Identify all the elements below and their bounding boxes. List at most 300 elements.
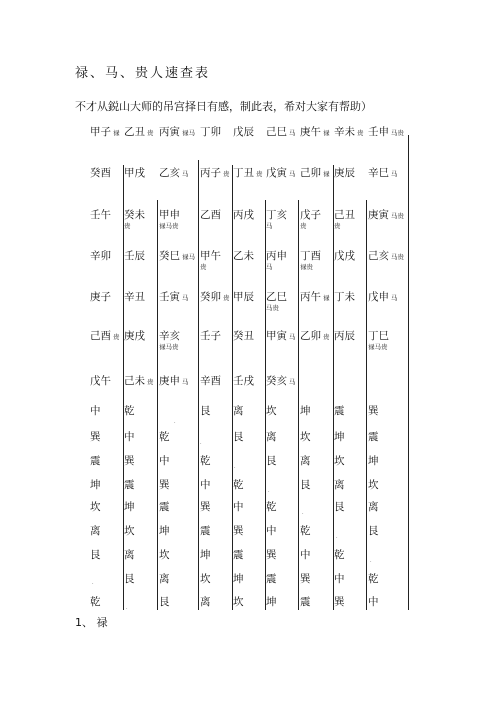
cell-subnote: 贵 — [200, 263, 207, 271]
table-divider — [333, 165, 334, 610]
cell-main-text: 中 — [124, 431, 135, 443]
cell-main-text: 辛酉 — [200, 375, 221, 387]
cell-note: 马 — [289, 332, 296, 341]
ganzhi-cell — [300, 126, 330, 139]
ganzhi-cell — [90, 126, 120, 139]
cell-main-text: 丁卯 — [200, 126, 221, 138]
cell-main-text: 坤 — [124, 501, 135, 513]
cell-main-text: 己巳 — [266, 126, 287, 138]
cell-note: 禄马 — [182, 128, 195, 137]
cell-main-text: 巽 — [124, 455, 135, 467]
cell-main-text: 丁亥 — [266, 209, 287, 221]
cell-main-text: 丁酉 — [300, 250, 321, 262]
cell-main-text: 乾 — [266, 501, 277, 513]
palace-cell — [200, 405, 211, 418]
cell-main-text: 癸亥 — [266, 375, 287, 387]
cell-main-text: 辛亥 — [159, 330, 180, 342]
cell-main-text: 壬辰 — [124, 250, 145, 262]
palace-cell — [368, 405, 379, 418]
table-divider — [298, 200, 299, 610]
cell-main-text: 艮 — [266, 455, 277, 467]
cell-main-text: 癸卯 — [200, 291, 221, 303]
cell-note: 禄 — [323, 169, 330, 178]
ganzhi-cell — [233, 126, 254, 139]
cell-main-text: 乾 — [90, 596, 101, 608]
palace-cell — [159, 479, 170, 492]
palace-cell — [233, 431, 244, 444]
palace-cell — [90, 549, 101, 562]
cell-main-text: 震 — [124, 479, 135, 491]
cell-main-text: 甲辰 — [233, 291, 254, 303]
cell-main-text: 震 — [159, 501, 170, 513]
scan-speck: · — [234, 465, 236, 471]
cell-main-text: 艮 — [159, 596, 170, 608]
footer-heading: 1、 禄 — [75, 616, 108, 629]
cell-main-text: 庚午 — [300, 126, 321, 138]
scan-speck: · — [126, 606, 128, 612]
cell-main-text: 辛卯 — [90, 250, 111, 262]
palace-cell — [159, 573, 170, 586]
ganzhi-cell — [233, 209, 254, 222]
palace-cell — [334, 479, 345, 492]
cell-main-text: 中 — [233, 501, 244, 513]
cell-main-text: 丁丑 — [233, 167, 254, 179]
cell-note: 马贵 — [391, 211, 404, 220]
cell-main-text: 己卯 — [300, 167, 321, 179]
cell-main-text: 乾 — [159, 431, 170, 443]
ganzhi-cell — [233, 167, 263, 180]
ganzhi-cell — [334, 291, 355, 304]
cell-note: 禄 — [323, 293, 330, 302]
cell-main-text: 戊辰 — [233, 126, 254, 138]
cell-main-text: 戊戌 — [334, 250, 355, 262]
cell-main-text: 中 — [200, 479, 211, 491]
cell-subnote: 禄马贵 — [159, 222, 179, 230]
palace-cell — [300, 405, 311, 418]
scan-speck: · — [302, 511, 304, 517]
palace-cell — [300, 573, 311, 586]
cell-note: 马 — [182, 169, 189, 178]
palace-cell — [368, 501, 379, 514]
palace-cell — [159, 431, 170, 444]
cell-note: 马贵 — [391, 252, 404, 261]
palace-cell — [90, 525, 101, 538]
cell-main-text: 坤 — [334, 431, 345, 443]
palace-cell — [334, 405, 345, 418]
ganzhi-cell — [233, 330, 254, 343]
cell-note: 贵 — [256, 169, 263, 178]
cell-note: 禄 — [323, 128, 330, 137]
ganzhi-cell — [266, 209, 287, 231]
ganzhi-cell — [124, 209, 145, 231]
ganzhi-cell — [159, 250, 195, 263]
cell-main-text: 辛丑 — [124, 291, 145, 303]
ganzhi-cell — [266, 375, 296, 388]
cell-main-text: 坤 — [159, 525, 170, 537]
cell-main-text: 庚子 — [90, 291, 111, 303]
ganzhi-cell — [159, 375, 189, 388]
ganzhi-cell — [368, 167, 398, 180]
palace-cell — [200, 455, 211, 468]
cell-main-text: 坎 — [300, 431, 311, 443]
ganzhi-cell — [124, 330, 145, 343]
palace-cell — [159, 455, 170, 468]
ganzhi-cell — [266, 250, 287, 272]
cell-subnote: 禄马贵 — [159, 343, 179, 351]
cell-note: 贵 — [113, 332, 120, 341]
palace-cell — [300, 549, 311, 562]
palace-cell — [368, 479, 379, 492]
cell-main-text: 壬午 — [90, 209, 111, 221]
ganzhi-cell — [124, 126, 154, 139]
cell-note: 贵 — [223, 169, 230, 178]
ganzhi-cell — [233, 250, 254, 263]
cell-main-text: 甲午 — [200, 250, 221, 262]
cell-main-text: 离 — [233, 405, 244, 417]
cell-main-text: 坤 — [233, 573, 244, 585]
cell-note: 贵 — [223, 293, 230, 302]
ganzhi-cell — [159, 330, 180, 352]
cell-main-text: 坤 — [200, 549, 211, 561]
cell-main-text: 乾 — [124, 405, 135, 417]
cell-main-text: 乙卯 — [300, 330, 321, 342]
cell-main-text: 庚辰 — [334, 167, 355, 179]
palace-cell — [266, 501, 277, 514]
palace-cell — [334, 596, 345, 609]
cell-main-text: 中 — [266, 525, 277, 537]
cell-note: 贵 — [323, 332, 330, 341]
cell-note: 马 — [182, 293, 189, 302]
palace-cell — [159, 525, 170, 538]
palace-cell — [124, 405, 135, 418]
cell-main-text: 己亥 — [368, 250, 389, 262]
palace-cell — [233, 501, 244, 514]
ganzhi-cell — [159, 291, 189, 304]
cell-main-text: 辛巳 — [368, 167, 389, 179]
cell-main-text: 坤 — [266, 596, 277, 608]
cell-main-text: 巽 — [233, 525, 244, 537]
cell-note: 马 — [391, 293, 398, 302]
cell-main-text: 艮 — [300, 479, 311, 491]
ganzhi-cell — [124, 167, 145, 180]
cell-main-text: 中 — [90, 405, 101, 417]
cell-subnote: 马 — [266, 222, 273, 230]
cell-main-text: 丁未 — [334, 291, 355, 303]
cell-subnote: 禄马贵 — [368, 343, 388, 351]
palace-cell — [233, 549, 244, 562]
palace-cell — [200, 549, 211, 562]
cell-note: 马 — [289, 169, 296, 178]
cell-main-text: 离 — [334, 479, 345, 491]
ganzhi-cell — [368, 209, 404, 222]
page-title: 禄、马、贵人速查表 — [75, 66, 211, 81]
cell-main-text: 癸未 — [124, 209, 145, 221]
ganzhi-cell — [159, 126, 195, 139]
cell-note: 马 — [391, 169, 398, 178]
cell-note: 禄马 — [182, 252, 195, 261]
cell-main-text: 癸酉 — [90, 167, 111, 179]
palace-cell — [300, 479, 311, 492]
ganzhi-cell — [266, 330, 296, 343]
palace-cell — [334, 455, 345, 468]
cell-main-text: 辛未 — [334, 126, 355, 138]
cell-main-text: 巽 — [200, 501, 211, 513]
table-divider — [408, 135, 409, 610]
ganzhi-cell — [233, 291, 254, 304]
scan-speck: · — [92, 581, 94, 587]
cell-main-text: 壬戌 — [233, 375, 254, 387]
cell-main-text: 丙午 — [300, 291, 321, 303]
ganzhi-cell — [90, 250, 111, 263]
ganzhi-cell — [124, 291, 145, 304]
ganzhi-cell — [334, 209, 355, 231]
palace-cell — [334, 573, 345, 586]
ganzhi-cell — [368, 126, 404, 139]
palace-cell — [159, 549, 170, 562]
cell-main-text: 己丑 — [334, 209, 355, 221]
cell-main-text: 癸巳 — [159, 250, 180, 262]
ganzhi-cell — [334, 167, 355, 180]
cell-main-text: 戊午 — [90, 375, 111, 387]
ganzhi-cell — [200, 330, 221, 343]
cell-main-text: 中 — [159, 455, 170, 467]
cell-main-text: 艮 — [334, 501, 345, 513]
cell-main-text: 艮 — [200, 405, 211, 417]
ganzhi-cell — [159, 209, 180, 231]
palace-cell — [90, 479, 101, 492]
ganzhi-cell — [200, 126, 221, 139]
cell-main-text: 艮 — [233, 431, 244, 443]
table-divider — [198, 160, 199, 610]
ganzhi-cell — [200, 375, 221, 388]
cell-main-text: 离 — [266, 431, 277, 443]
cell-main-text: 离 — [368, 501, 379, 513]
palace-cell — [300, 525, 311, 538]
ganzhi-cell — [300, 209, 321, 231]
cell-main-text: 坎 — [90, 501, 101, 513]
cell-main-text: 震 — [368, 431, 379, 443]
cell-note: 马 — [182, 377, 189, 386]
cell-main-text: 丙寅 — [159, 126, 180, 138]
cell-main-text: 巽 — [368, 405, 379, 417]
cell-note: 贵 — [147, 377, 154, 386]
cell-note: 贵 — [147, 128, 154, 137]
palace-cell — [90, 596, 101, 609]
cell-main-text: 巽 — [266, 549, 277, 561]
cell-main-text: 甲申 — [159, 209, 180, 221]
cell-main-text: 戊寅 — [266, 167, 287, 179]
ganzhi-cell — [200, 291, 230, 304]
cell-main-text: 离 — [159, 573, 170, 585]
palace-cell — [200, 501, 211, 514]
ganzhi-cell — [300, 291, 330, 304]
palace-cell — [266, 455, 277, 468]
palace-cell — [233, 479, 244, 492]
ganzhi-cell — [266, 167, 296, 180]
cell-main-text: 庚戌 — [124, 330, 145, 342]
cell-main-text: 震 — [90, 455, 101, 467]
ganzhi-cell — [200, 167, 230, 180]
cell-main-text: 乙丑 — [124, 126, 145, 138]
cell-subnote: 贵 — [124, 222, 131, 230]
cell-note: 禄 — [113, 128, 120, 137]
cell-main-text: 壬子 — [200, 330, 221, 342]
palace-cell — [266, 405, 277, 418]
cell-main-text: 壬申 — [368, 126, 389, 138]
palace-cell — [90, 501, 101, 514]
scan-speck: · — [174, 420, 176, 426]
cell-main-text: 己未 — [124, 375, 145, 387]
cell-main-text: 乙酉 — [200, 209, 221, 221]
cell-main-text: 丙戌 — [233, 209, 254, 221]
palace-cell — [159, 596, 170, 609]
scan-speck: · — [200, 441, 202, 447]
cell-main-text: 庚申 — [159, 375, 180, 387]
palace-cell — [233, 573, 244, 586]
cell-note: 马 — [289, 377, 296, 386]
palace-cell — [200, 573, 211, 586]
cell-subnote: 马 — [266, 263, 273, 271]
cell-main-text: 中 — [300, 549, 311, 561]
scan-speck: · — [370, 559, 372, 565]
cell-main-text: 丙申 — [266, 250, 287, 262]
ganzhi-cell — [334, 330, 355, 343]
cell-main-text: 乙亥 — [159, 167, 180, 179]
cell-main-text: 乾 — [334, 549, 345, 561]
ganzhi-cell — [90, 291, 111, 304]
cell-main-text: 坎 — [368, 479, 379, 491]
palace-cell — [334, 549, 345, 562]
palace-cell — [159, 501, 170, 514]
intro-text: 不才从鋭山大师的吊宫择日有感，制此表，希对大家有帮助） — [75, 100, 372, 113]
cell-main-text: 乙巳 — [266, 291, 287, 303]
cell-main-text: 震 — [300, 596, 311, 608]
palace-cell — [368, 455, 379, 468]
palace-cell — [266, 431, 277, 444]
cell-main-text: 戊申 — [368, 291, 389, 303]
cell-main-text: 丙辰 — [334, 330, 355, 342]
cell-subnote: 禄贵 — [300, 263, 313, 271]
palace-cell — [266, 549, 277, 562]
cell-main-text: 坎 — [200, 573, 211, 585]
cell-main-text: 离 — [200, 596, 211, 608]
palace-cell — [233, 596, 244, 609]
palace-cell — [124, 525, 135, 538]
cell-main-text: 丙子 — [200, 167, 221, 179]
palace-cell — [90, 455, 101, 468]
cell-main-text: 壬寅 — [159, 291, 180, 303]
cell-note: 贵 — [357, 128, 364, 137]
palace-cell — [124, 431, 135, 444]
ganzhi-cell — [159, 167, 189, 180]
cell-main-text: 坤 — [90, 479, 101, 491]
palace-cell — [124, 573, 135, 586]
table-divider — [366, 200, 367, 610]
cell-main-text: 巽 — [90, 431, 101, 443]
palace-cell — [200, 596, 211, 609]
ganzhi-cell — [90, 167, 111, 180]
palace-cell — [124, 549, 135, 562]
palace-cell — [368, 431, 379, 444]
palace-cell — [334, 431, 345, 444]
cell-subnote: 贵 — [300, 222, 307, 230]
palace-cell — [233, 525, 244, 538]
cell-main-text: 巽 — [300, 573, 311, 585]
palace-cell — [266, 573, 277, 586]
palace-cell — [90, 405, 101, 418]
palace-cell — [124, 479, 135, 492]
cell-main-text: 乾 — [300, 525, 311, 537]
cell-main-text: 震 — [200, 525, 211, 537]
cell-main-text: 离 — [300, 455, 311, 467]
cell-main-text: 坎 — [124, 525, 135, 537]
ganzhi-cell — [200, 250, 221, 272]
cell-main-text: 震 — [233, 549, 244, 561]
ganzhi-cell — [368, 250, 404, 263]
palace-cell — [300, 455, 311, 468]
cell-main-text: 丁巳 — [368, 330, 389, 342]
scan-speck: · — [336, 535, 338, 541]
palace-cell — [266, 596, 277, 609]
palace-cell — [266, 525, 277, 538]
cell-main-text: 艮 — [90, 549, 101, 561]
ganzhi-cell — [90, 375, 111, 388]
ganzhi-cell — [233, 375, 254, 388]
scan-speck: · — [268, 489, 270, 495]
cell-main-text: 乙未 — [233, 250, 254, 262]
ganzhi-cell — [124, 250, 145, 263]
cell-main-text: 乾 — [233, 479, 244, 491]
cell-main-text: 乾 — [368, 573, 379, 585]
cell-main-text: 坎 — [233, 596, 244, 608]
cell-main-text: 甲戌 — [124, 167, 145, 179]
cell-main-text: 坎 — [334, 455, 345, 467]
cell-main-text: 离 — [124, 549, 135, 561]
cell-main-text: 戊子 — [300, 209, 321, 221]
palace-cell — [368, 573, 379, 586]
cell-main-text: 癸丑 — [233, 330, 254, 342]
palace-cell — [300, 596, 311, 609]
ganzhi-cell — [334, 126, 364, 139]
cell-main-text: 庚寅 — [368, 209, 389, 221]
cell-main-text: 己酉 — [90, 330, 111, 342]
ganzhi-cell — [300, 167, 330, 180]
palace-cell — [233, 405, 244, 418]
ganzhi-cell — [334, 250, 355, 263]
cell-main-text: 艮 — [368, 525, 379, 537]
ganzhi-cell — [300, 250, 321, 272]
cell-main-text: 坎 — [159, 549, 170, 561]
cell-main-text: 甲子 — [90, 126, 111, 138]
cell-main-text: 坤 — [368, 455, 379, 467]
ganzhi-cell — [266, 126, 296, 139]
cell-main-text: 巽 — [334, 596, 345, 608]
cell-subnote: 贵 — [334, 222, 341, 230]
palace-cell — [90, 431, 101, 444]
cell-main-text: 乾 — [200, 455, 211, 467]
palace-cell — [300, 431, 311, 444]
cell-main-text: 艮 — [124, 573, 135, 585]
palace-cell — [200, 479, 211, 492]
ganzhi-cell — [368, 330, 389, 352]
cell-main-text: 中 — [368, 596, 379, 608]
cell-main-text: 甲寅 — [266, 330, 287, 342]
ganzhi-cell — [266, 291, 287, 313]
table-divider — [157, 200, 158, 610]
ganzhi-cell — [90, 209, 111, 222]
palace-cell — [124, 455, 135, 468]
palace-cell — [334, 501, 345, 514]
